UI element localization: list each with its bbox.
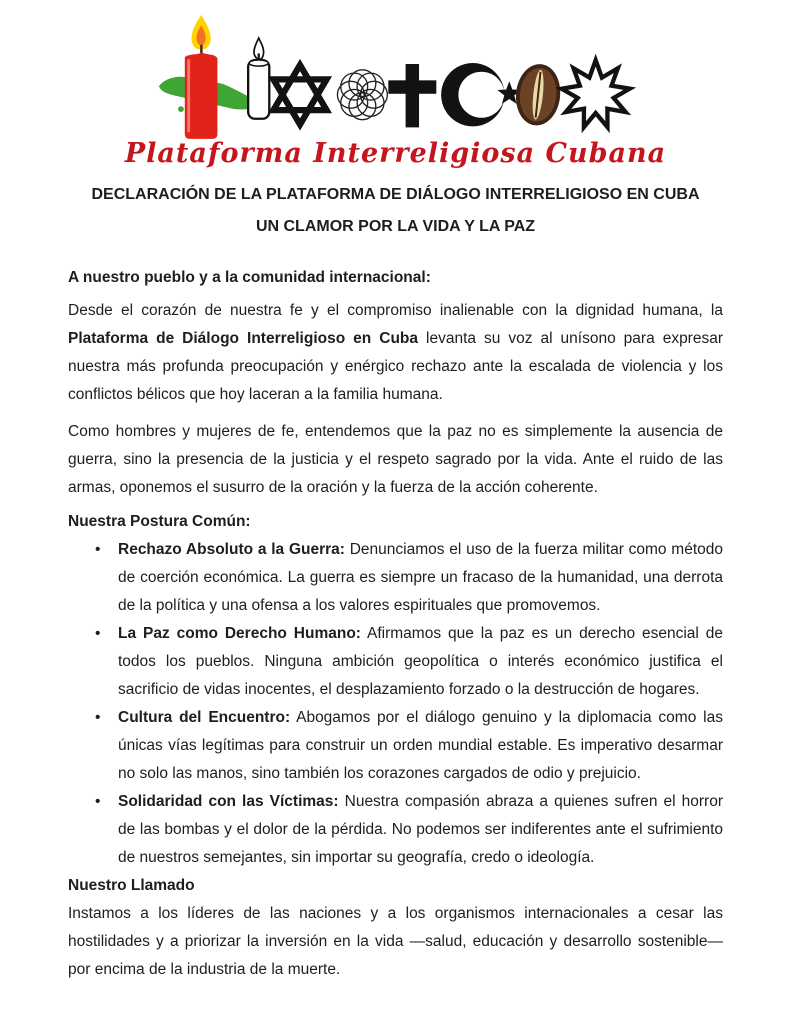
nine-pointed-star-icon [561, 60, 629, 127]
intro-segment: levanta su voz al unísono para expresar nuestra más profunda preocupación y enérgico rechazo ante la escalada de violencia y los conflictos bélicos que hoy laceran a la familia humana. [68, 330, 724, 403]
bullet-list [68, 536, 723, 872]
doc-title-line1: DECLARACIÓN DE LA PLATAFORMA DE DIÁLOGO INTERRELIGIOSO EN CUBA [91, 186, 700, 203]
document-title [68, 186, 723, 236]
org-name: Plataforma Interreligiosa Cubana [124, 138, 667, 169]
doc-title-line2: UN CLAMOR POR LA VIDA Y LA PAZ [255, 218, 536, 235]
white-candle-icon [248, 38, 269, 119]
bullet-lead: Solidaridad con las Víctimas: [118, 793, 339, 810]
closing-paragraph: Instamos a los líderes de las naciones y a los organismos internacionales a cesar las hostilidades y a priorizar la inversión en la vida —salud, educación y desarrollo sostenible— por encima de la industria de la muerte. [68, 905, 723, 978]
document-content [0, 186, 791, 984]
bullet-item-paz [118, 620, 723, 704]
logo-image [156, 13, 636, 140]
bullet-item-cultura [118, 704, 723, 788]
star-of-david-icon [273, 65, 326, 125]
interfaith-mandala-icon [337, 70, 387, 120]
christian-cross-icon [388, 64, 436, 127]
salutation: A nuestro pueblo y a la comunidad internacional: [68, 269, 431, 286]
bullet-item-rechazo [118, 536, 723, 620]
intro-segment: Desde el corazón de nuestra fe y el compromiso inalienable con la dignidad humana, la [68, 302, 723, 319]
section-heading-llamado: Nuestro Llamado [68, 877, 195, 894]
bullet-lead: Cultura del Encuentro: [118, 709, 291, 726]
peace-paragraph: Como hombres y mujeres de fe, entendemos que la paz no es simplemente la ausencia de guerra, sino la presencia de la justicia y el respeto sagrado por la vida. Ante el ruido de las armas, oponemos el susurro de la oración y la fuerza de la acción coherente. [68, 423, 723, 496]
bullet-lead: La Paz como Derecho Humano: [118, 625, 361, 642]
cowrie-shell-icon [512, 62, 562, 128]
bullet-text: Denunciamos el uso de la fuerza militar como método de coerción económica. La guerra es siempre un fracaso de la humanidad, una derrota de la política y una ofensa a los valores espirituales que promovemos. [118, 541, 723, 614]
bullet-text: Nuestra compasión abraza a quienes sufren el horror de las bombas y el dolor de la pérdida. No podemos ser indiferentes ante el sufrimiento de nuestros semejantes, sin importar su geografía, credo o ideología. [118, 793, 724, 866]
crescent-star-icon [441, 63, 521, 126]
logo [0, 0, 791, 169]
intro-paragraph [68, 297, 723, 409]
section-heading-postura: Nuestra Postura Común: [68, 513, 251, 530]
red-candle-icon [184, 15, 217, 139]
bullet-item-solidaridad [118, 788, 723, 872]
bullet-lead: Rechazo Absoluto a la Guerra: [118, 541, 345, 558]
bullet-text: Abogamos por el diálogo genuino y la diplomacia como las únicas vías legítimas para construir un orden mundial estable. Es imperativo desarmar no solo las manos, sino también los corazones cargados de odio y prejuicio. [118, 709, 723, 782]
intro-segment-bold: Plataforma de Diálogo Interreligioso en Cuba [68, 330, 419, 347]
bullet-text: Afirmamos que la paz es un derecho esencial de todos los pueblos. Ninguna ambición geopolítica o interés económico justifica el sacrificio de vidas inocentes, el desplazamiento forzado o la destrucción de hogares. [118, 625, 724, 698]
